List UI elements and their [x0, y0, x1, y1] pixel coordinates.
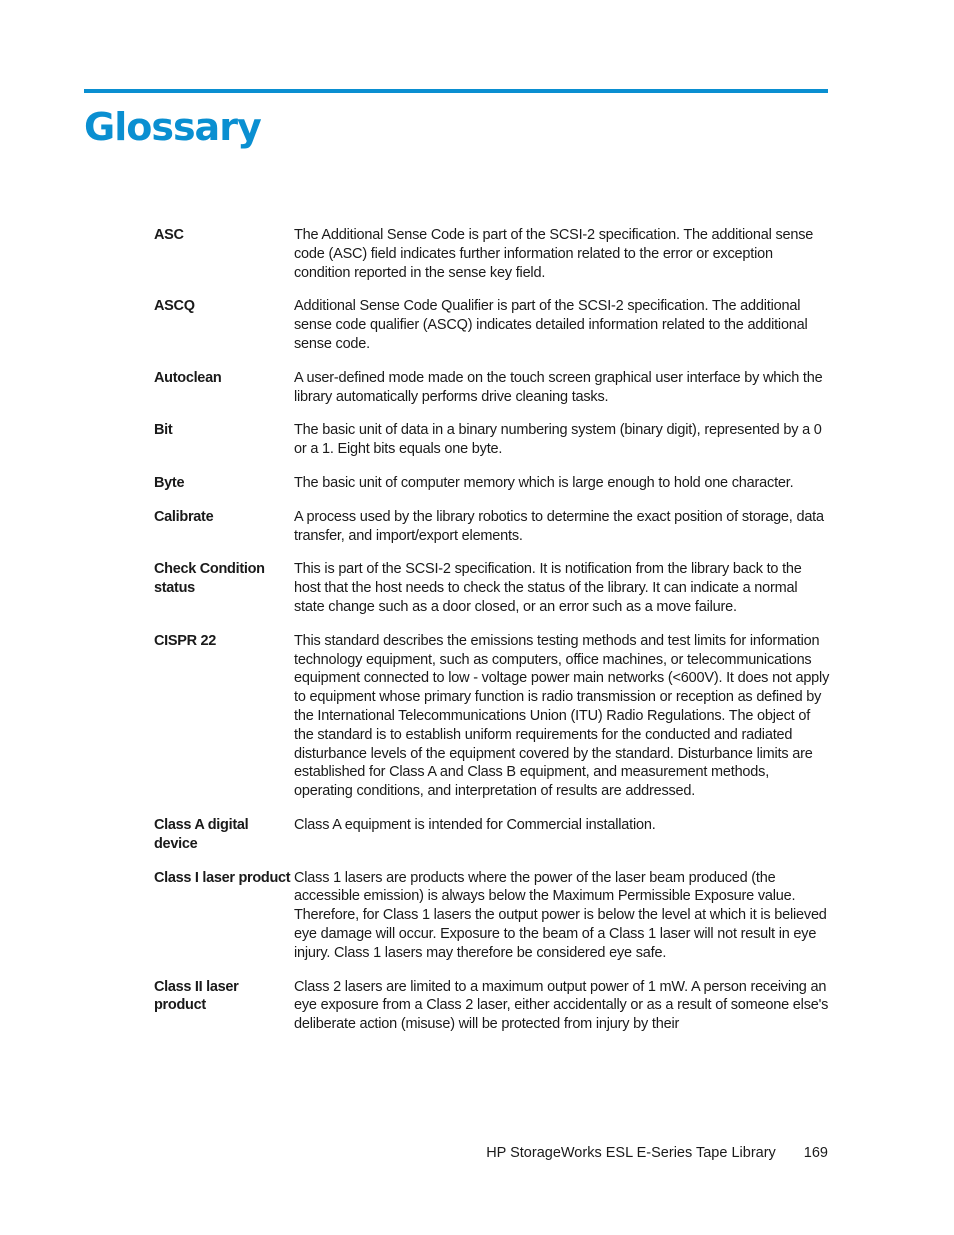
glossary-term: Calibrate [154, 508, 214, 525]
glossary-entry [154, 226, 830, 282]
glossary-definition: Class 1 lasers are products where the power of the laser beam produced (the accessible emission) is always below the Maximum Permissible Exposure value. Therefore, for Class 1 lasers the output power is below the level at which it is believed eye damage will occur. Exposure to the beam of a Class 1 laser will not result in eye injury. Class 1 lasers may therefore be considered eye safe. [294, 869, 827, 961]
glossary-definition: This is part of the SCSI-2 specification. It is notification from the library back to the host that the host needs to check the status of the library. It can indicate a normal state change such as a door closed, or an error such as a move failure. [294, 561, 802, 615]
glossary-entry [154, 421, 830, 459]
glossary-term: Bit [154, 422, 173, 439]
glossary-definition: Class A equipment is intended for Commercial installation. [294, 816, 656, 833]
glossary-definition: The basic unit of data in a binary numbering system (binary digit), represented by a 0 or a 1. Eight bits equals one byte. [294, 422, 822, 458]
glossary-entry [154, 978, 830, 1034]
glossary-term: Byte [154, 474, 185, 491]
glossary-entry [154, 869, 830, 963]
glossary-entry [154, 632, 830, 801]
glossary-entry [154, 508, 830, 546]
glossary-entry [154, 369, 830, 407]
glossary-term: Check Condition status [154, 561, 265, 597]
page-title: Glossary [84, 105, 261, 149]
glossary-entry [154, 474, 830, 493]
glossary-entry [154, 816, 830, 854]
header-rule [84, 89, 828, 93]
glossary-definition: A user-defined mode made on the touch screen graphical user interface by which the library automatically performs drive cleaning tasks. [294, 369, 823, 405]
page-footer [430, 1143, 828, 1163]
glossary-definition: Additional Sense Code Qualifier is part of the SCSI-2 specification. The additional sense code qualifier (ASCQ) indicates detailed information related to the additional sense code. [294, 298, 808, 352]
glossary-definition: Class 2 lasers are limited to a maximum output power of 1 mW. A person receiving an eye exposure from a Class 2 laser, either accidentally or as a result of someone else's deliberate action (misuse) will be protected from injury by their [294, 978, 829, 1033]
footer-document-title: HP StorageWorks ESL E-Series Tape Library [486, 1145, 776, 1161]
glossary-definition: This standard describes the emissions testing methods and test limits for information technology equipment, such as computers, office machines, or telecommunications equipment connected to low - voltage power main networks (<600V). It does not apply to equipment whose primary function is radio transmission or reception as defined by the International Telecommunications Union (ITU) Radio Regulations. The object of the standard is to establish uniform requirements for the conducted and radiated disturbance levels of the equipment covered by the standard. Disturbance limits are established for Class A and Class B equipment, and measurement methods, operating conditions, and interpretation of results are addressed. [294, 632, 830, 800]
glossary-term: ASC [154, 227, 184, 243]
glossary-term: CISPR 22 [154, 632, 217, 649]
glossary-term: Class I laser product [154, 869, 291, 886]
glossary-term: Class II laser product [154, 978, 239, 1014]
glossary-entry [154, 560, 830, 616]
glossary-definition: The Additional Sense Code is part of the SCSI-2 specification. The additional sense code (ASC) field indicates further information related to the error or exception condition reported in the sense key field. [294, 227, 814, 281]
glossary-definition: The basic unit of computer memory which is large enough to hold one character. [294, 474, 794, 491]
glossary-definition: A process used by the library robotics to determine the exact position of storage, data transfer, and import/export elements. [294, 508, 824, 544]
page-number: 169 [803, 1145, 828, 1161]
glossary-list [154, 226, 830, 1049]
glossary-entry [154, 297, 830, 353]
glossary-term: Autoclean [154, 369, 222, 386]
glossary-term: ASCQ [154, 298, 195, 315]
glossary-term: Class A digital device [154, 816, 249, 852]
